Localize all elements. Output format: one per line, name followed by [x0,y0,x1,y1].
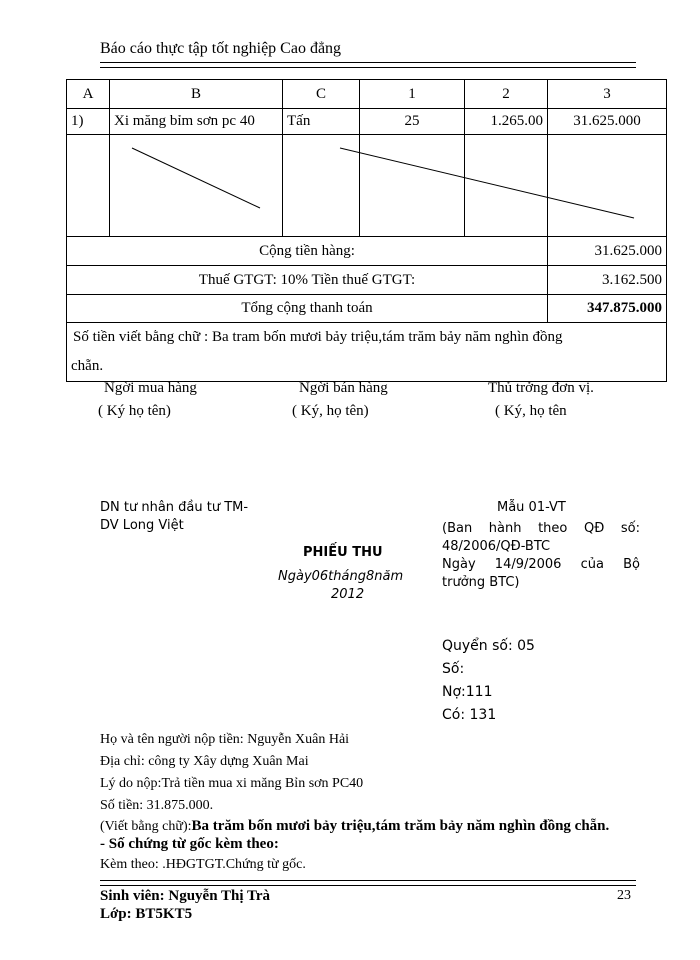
form-note-line4: trưởng BTC) [442,575,520,590]
total-goods-label: Cộng tiền hàng: [67,237,548,266]
total-goods-value: 31.625.000 [548,237,667,266]
company-line1: DN tư nhân đầu tư TM- [100,500,249,515]
footer-student: Sinh viên: Nguyễn Thị Trà [100,888,271,904]
seller-sign-note: ( Ký, họ tên) [292,403,369,419]
form-note-line2: 48/2006/QĐ-BTC [442,539,551,554]
book-number: Quyển số: 05 [442,638,535,654]
col-header-b: B [110,80,283,109]
grand-total-label: Tổng cộng thanh toán [67,295,548,323]
buyer-label: Ngời mua hàng [104,380,197,396]
credit-account: Có: 131 [442,707,497,723]
receipt-number: Số: [442,661,465,677]
row-unit: Tấn [283,109,360,135]
page-header-title: Báo cáo thực tập tốt nghiệp Cao đẳng [100,40,342,57]
attached-docs: Kèm theo: .HĐGTGT.Chứng từ gốc. [100,857,306,872]
company-line2: DV Long Việt [100,518,184,533]
vat-value: 3.162.500 [548,266,667,295]
payment-reason: Lý do nộp:Trả tiền mua xi măng Bỉn sơn PC40 [100,776,364,791]
receipt-date-line1: Ngày06tháng8năm [278,569,404,584]
payer-name: Họ và tên người nộp tiền: Nguyễn Xuân Hải [100,732,350,747]
row-item-name: Xi măng bỉm sơn pc 40 [110,109,283,135]
vat-label: Thuế GTGT: 10% Tiền thuế GTGT: [67,266,548,295]
col-header-1: 1 [360,80,465,109]
amount-words-line2: chẵn. [71,358,104,374]
row-stt: 1) [67,109,110,135]
footer-rule [100,880,636,886]
seller-label: Ngời bán hàng [299,380,388,396]
attached-docs-label: - Số chứng từ gốc kèm theo: [100,836,279,852]
form-note-line3: Ngày 14/9/2006 của Bộ [442,557,640,572]
amount-words-prefix: (Viết bằng chữ): [100,819,192,834]
payer-address: Địa chỉ: công ty Xây dựng Xuân Mai [100,754,309,769]
cancel-line-2 [340,148,634,218]
col-header-a: A [67,80,110,109]
form-code: Mẫu 01-VT [497,500,566,515]
amount-words-line1: Số tiền viết bằng chữ : Ba tram bốn mươi bảy triệu,tám trăm bảy năm nghìn đồng [73,329,563,345]
page-number: 23 [617,888,631,903]
payment-amount: Số tiền: 31.875.000. [100,798,214,813]
row-qty: 25 [360,109,465,135]
form-note-line1: (Ban hành theo QĐ số: [442,521,640,536]
grand-total-value: 347.875.000 [548,295,667,323]
amount-in-words [100,818,609,835]
receipt-date-line2: 2012 [331,587,365,602]
head-label: Thủ trởng đơn vị. [488,380,594,396]
row-price: 1.265.00 [465,109,548,135]
col-header-c: C [283,80,360,109]
col-header-3: 3 [548,80,667,109]
debit-account: Nợ:111 [442,684,493,700]
footer-class: Lớp: BT5KT5 [100,906,193,922]
cancel-line-1 [132,148,260,208]
row-amount: 31.625.000 [548,109,667,135]
amount-words-bold: Ba trăm bốn mươi bảy triệu,tám trăm bảy năm nghìn đồng chẵn. [191,818,610,834]
head-sign-note: ( Ký, họ tên [495,403,567,419]
buyer-sign-note: ( Ký họ tên) [98,403,171,419]
col-header-2: 2 [465,80,548,109]
receipt-title: PHIẾU THU [303,545,383,560]
